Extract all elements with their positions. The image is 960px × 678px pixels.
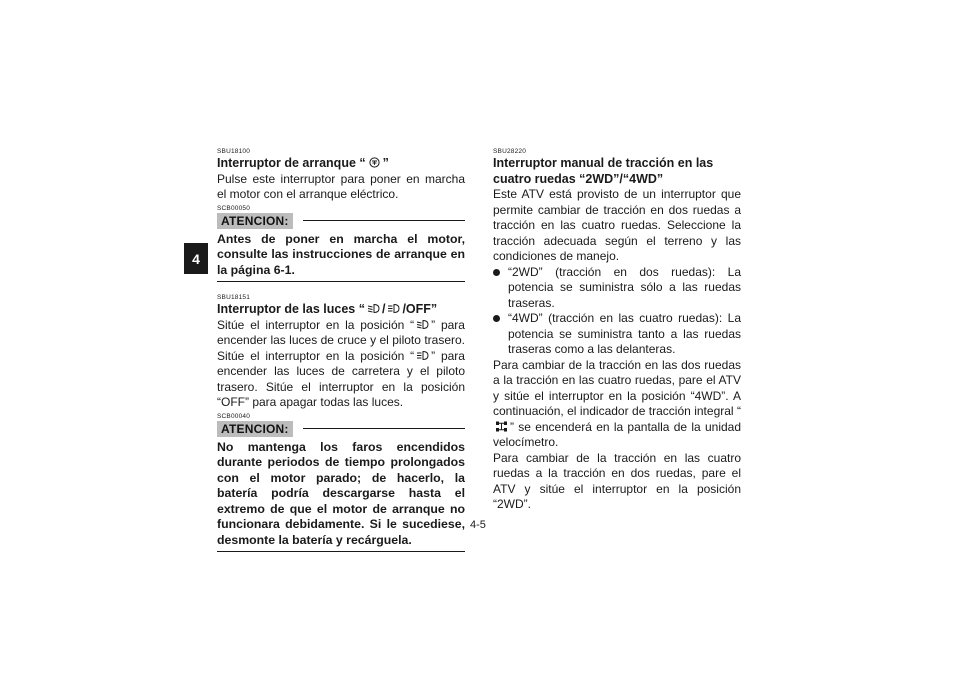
caution-code: SCB00040 xyxy=(217,412,251,420)
left-column xyxy=(217,148,465,552)
low-beam-icon xyxy=(416,319,429,330)
caution-box-2 xyxy=(217,413,465,553)
section-code: SBU18151 xyxy=(217,294,251,301)
list-item: “2WD” (tracción en dos ruedas): La potencia se suministra sólo a las ruedas traseras. xyxy=(493,265,741,312)
section-code: SBU28220 xyxy=(493,148,527,155)
caution-text: Antes de poner en marcha el motor, consulte las instrucciones de arranque en la página 6-1. xyxy=(217,229,465,283)
caution-text: No mantenga los faros encendidos durante periodos de tiempo prolongados con el motor parado; de hacerlo, la batería podría descargarse hasta el extremo de que el motor de arranque no funcionara debidamente. Si le sucediese, desmonte la batería y recárguela. xyxy=(217,437,465,553)
caution-label: ATENCION: xyxy=(217,421,293,437)
caution-label: ATENCION: xyxy=(217,213,293,229)
starter-switch-text: Pulse este interruptor para poner en marcha el motor con el arranque eléctrico. xyxy=(217,171,465,201)
low-beam-icon xyxy=(367,303,380,314)
caution-code: SCB00050 xyxy=(217,204,251,212)
list-item: “4WD” (tracción en las cuatro ruedas): La potencia se suministra tanto a las ruedas traseras como a las delanteras. xyxy=(493,311,741,358)
light-switch-heading: Interruptor de las luces “ / /OFF” xyxy=(217,302,438,316)
drive-switch-paragraph: Para cambiar de la tracción en las cuatro ruedas a la tracción en dos ruedas, pare el ATV y sitúe el interruptor en la posición “2WD”. xyxy=(493,450,741,511)
drive-switch-intro: Este ATV está provisto de un interruptor que permite cambiar de tracción en dos ruedas a tracción en las cuatro ruedas. Seleccione la tracción adecuada según el terreno y las condiciones de manejo. xyxy=(493,187,741,263)
drive-switch-heading: Interruptor manual de tracción en las cuatro ruedas “2WD”/“4WD” xyxy=(493,156,714,186)
section-code: SBU18100 xyxy=(217,148,251,155)
drive-switch-paragraph: Para cambiar de la tracción en las dos ruedas a la tracción en las cuatro ruedas, pare el ATV y sitúe el interruptor en la posición “4WD”. A continuación, el indicador de tracción integral “” se encenderá en la pantalla de la unidad velocímetro. xyxy=(493,357,741,449)
high-beam-icon xyxy=(416,350,429,361)
right-column xyxy=(493,148,741,513)
caution-box-1 xyxy=(217,205,465,283)
light-switch-text: Sitúe el interruptor en la posición “ ” para encender las luces de cruce y el piloto trasero. Sitúe el interruptor en la posición “ ” para encender las luces de carretera y el piloto trasero. Sitúe el interruptor en la posición “OFF” para apagar todas las luces. xyxy=(217,317,465,409)
four-wheel-drive-icon xyxy=(495,421,508,432)
starter-icon xyxy=(368,157,381,168)
high-beam-icon xyxy=(387,303,400,314)
chapter-tab: 4 xyxy=(184,243,208,274)
page-number: 4-5 xyxy=(470,519,486,531)
starter-switch-heading: Interruptor de arranque “ ” xyxy=(217,156,389,170)
